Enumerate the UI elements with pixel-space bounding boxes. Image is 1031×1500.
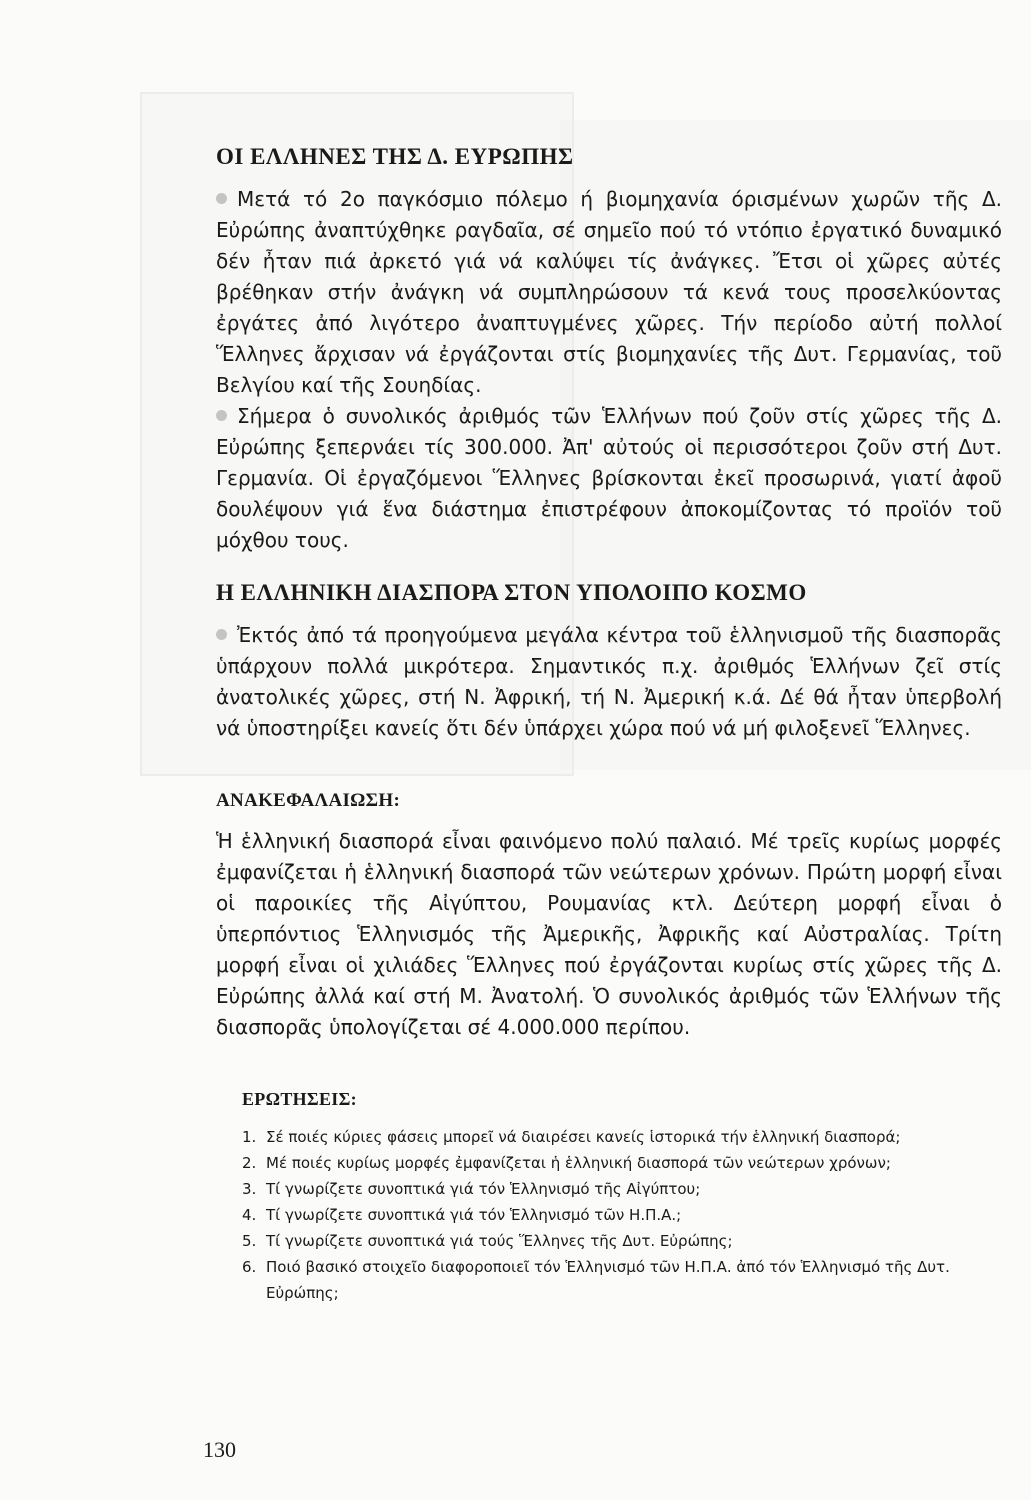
paragraph-text: Ἐκτός ἀπό τά προηγούμενα μεγάλα κέντρα τοῦ ἑλληνισμοῦ τῆς διασπορᾶς ὑπάρχουν πολλά μικρότερα. Σημαντικός π.χ. ἀριθμός Ἑλλήνων ζεῖ στίς ἀνατολικές χῶρες, στή Ν. Ἀφρική, τή Ν. Ἀμερική κ.ά. Δέ θά ἦταν ὑπερβολή νά ὑποστηρίξει κανείς ὅτι δέν ὑπάρχει χώρα πού νά μή φιλοξενεῖ Ἕλληνες.: [216, 623, 1002, 740]
question-text: Μέ ποιές κυρίως μορφές ἐμφανίζεται ἡ ἑλληνική διασπορά τῶν νεώτερων χρόνων;: [266, 1154, 891, 1172]
summary-title: ΑΝΑΚΕΦΑΛΑΙΩΣΗ:: [216, 790, 401, 811]
bullet-icon: [216, 410, 227, 421]
question-item: [242, 1176, 958, 1202]
bullet-icon: [216, 629, 227, 640]
section-title-western-europe: ΟΙ ΕΛΛΗΝΕΣ ΤΗΣ Δ. ΕΥΡΩΠΗΣ: [216, 144, 574, 169]
question-item: [242, 1150, 958, 1176]
question-text: Σέ ποιές κύριες φάσεις μπορεῖ νά διαιρέσει κανείς ἱστορικά τήν ἑλληνική διασπορά;: [266, 1128, 901, 1146]
question-number: 4.: [242, 1206, 257, 1224]
question-item: [242, 1202, 958, 1228]
summary-text: Ἡ ἑλληνική διασπορά εἶναι φαινόμενο πολύ παλαιό. Μέ τρεῖς κυρίως μορφές ἐμφανίζεται ἡ ἑλληνική διασπορά τῶν νεώτερων χρόνων. Πρώτη μορφή εἶναι οἱ παροικίες τῆς Αἰγύπτου, Ρουμανίας κτλ. Δεύτερη μορφή εἶναι ὁ ὑπερπόντιος Ἑλληνισμός τῆς Ἀμερικῆς, Ἀφρικῆς καί Αὐστραλίας. Τρίτη μορφή εἶναι οἱ χιλιάδες Ἕλληνες πού ἐργάζονται κυρίως στίς χῶρες τῆς Δ. Εὐρώπης ἀλλά καί στή Μ. Ἀνατολή. Ὁ συνολικός ἀριθμός τῶν Ἑλλήνων τῆς διασπορᾶς ὑπολογίζεται σέ 4.000.000 περίπου.: [216, 829, 1002, 1039]
question-text: Τί γνωρίζετε συνοπτικά γιά τόν Ἑλληνισμό τῆς Αἰγύπτου;: [266, 1180, 701, 1198]
question-item: [242, 1124, 958, 1150]
question-item: [242, 1228, 958, 1254]
paragraph: [216, 401, 1002, 556]
questions-list: [242, 1124, 958, 1306]
question-number: 2.: [242, 1154, 257, 1172]
question-text: Τί γνωρίζετε συνοπτικά γιά τούς Ἕλληνες τῆς Δυτ. Εὐρώπης;: [266, 1232, 733, 1250]
page-number: 130: [203, 1437, 236, 1462]
paragraph-text: Σήμερα ὁ συνολικός ἀριθμός τῶν Ἑλλήνων πού ζοῦν στίς χῶρες τῆς Δ. Εὐρώπης ξεπερνάει τίς 300.000. Ἀπ' αὐτούς οἱ περισσότεροι ζοῦν στή Δυτ. Γερμανία. Οἱ ἐργαζόμενοι Ἕλληνες βρίσκονται ἐκεῖ προσωρινά, γιατί ἀφοῦ δουλέψουν γιά ἕνα διάστημα ἐπιστρέφουν ἀποκομίζοντας τό προϊόν τοῦ μόχθου τους.: [216, 404, 1002, 552]
section-title-rest-of-world: Η ΕΛΛΗΝΙΚΗ ΔΙΑΣΠΟΡΑ ΣΤΟΝ ΥΠΟΛΟΙΠΟ ΚΟΣΜΟ: [216, 580, 807, 605]
question-item: [242, 1254, 958, 1306]
question-text: Ποιό βασικό στοιχεῖο διαφοροποιεῖ τόν Ἑλληνισμό τῶν Η.Π.Α. ἀπό τόν Ἑλληνισμό τῆς Δυτ. Εὐρώπης;: [266, 1258, 950, 1302]
question-number: 6.: [242, 1258, 257, 1276]
paragraph: [216, 184, 1002, 401]
paragraph-text: Μετά τό 2ο παγκόσμιο πόλεμο ή βιομηχανία όρισμένων χωρῶν τῆς Δ. Εὐρώπης ἀναπτύχθηκε ραγδαῖα, σέ σημεῖο πού τό ντόπιο ἐργατικό δυναμικό δέν ἦταν πιά ἀρκετό γιά νά καλύψει τίς ἀνάγκες. Ἔτσι οἱ χῶρες αὐτές βρέθηκαν στήν ἀνάγκη νά συμπληρώσουν τά κενά τους προσελκύοντας ἐργάτες ἀπό λιγότερο ἀναπτυγμένες χῶρες. Τήν περίοδο αὐτή πολλοί Ἕλληνες ἄρχισαν νά ἐργάζονται στίς βιομηχανίες τῆς Δυτ. Γερμανίας, τοῦ Βελγίου καί τῆς Σουηδίας.: [216, 187, 1002, 397]
paragraph: [216, 620, 1002, 744]
page-content: [216, 140, 1002, 1306]
question-number: 1.: [242, 1128, 257, 1146]
question-number: 5.: [242, 1232, 257, 1250]
question-text: Τί γνωρίζετε συνοπτικά γιά τόν Ἑλληνισμό τῶν Η.Π.Α.;: [266, 1206, 682, 1224]
bullet-icon: [216, 193, 227, 204]
question-number: 3.: [242, 1180, 257, 1198]
questions-title: ΕΡΩΤΗΣΕΙΣ:: [242, 1089, 357, 1109]
